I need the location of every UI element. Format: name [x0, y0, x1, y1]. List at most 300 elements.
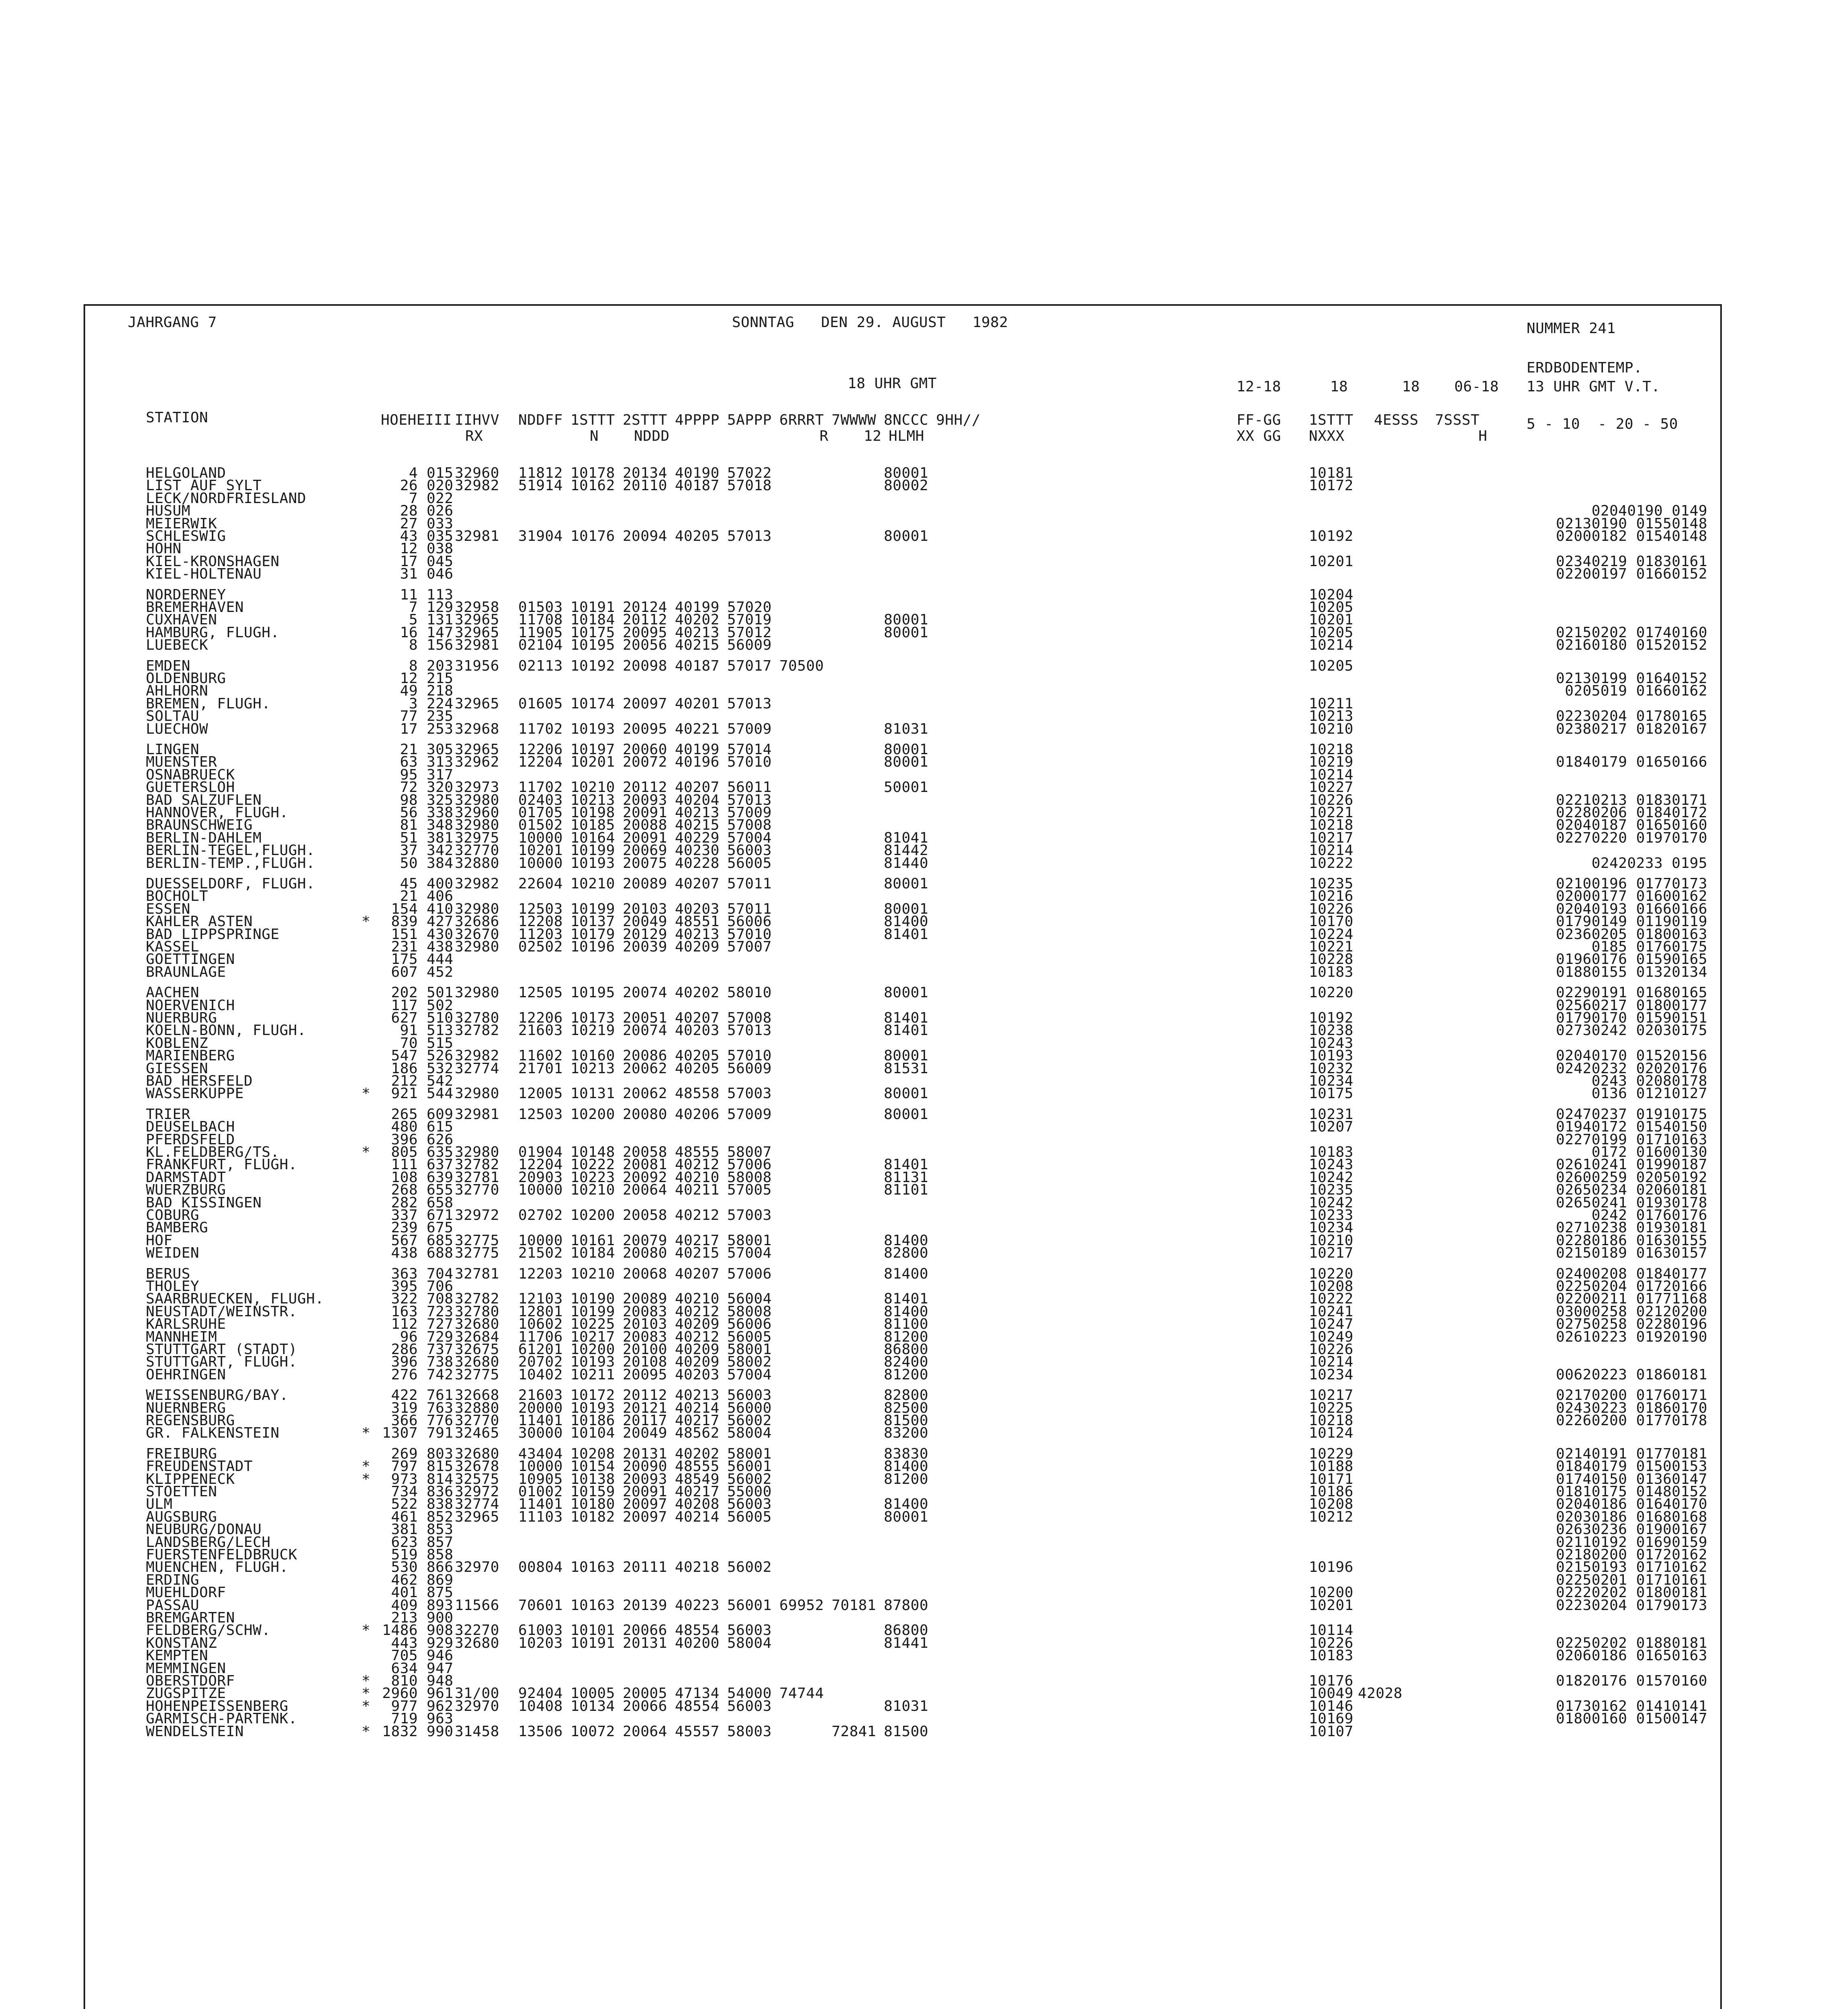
cell-w7: 72841: [832, 1723, 876, 1740]
cell-soil: 02150189 01630157: [1556, 1245, 1707, 1261]
cell-station: GOETTINGEN: [146, 951, 235, 968]
cell-p4: 40215: [675, 817, 720, 833]
cell-t18: 10233: [1309, 1207, 1353, 1223]
cell-p4: 40202: [675, 984, 720, 1001]
cell-station: FUERSTENFELDBRUCK: [146, 1547, 297, 1563]
cell-iihvv: 32960: [455, 465, 499, 481]
cell-station: BERLIN-TEMP.,FLUGH.: [146, 855, 315, 872]
cell-iii: 708: [427, 1291, 454, 1307]
cell-p4: 40209: [675, 939, 720, 955]
cell-a5: 57009: [727, 1106, 772, 1123]
cell-soil: 0172 01600130: [1591, 1144, 1707, 1160]
cell-soil: 02230204 01780165: [1556, 708, 1707, 724]
cell-s2: 20039: [623, 939, 667, 955]
cell-p4: 47134: [675, 1685, 720, 1702]
cell-nddff: 10602: [518, 1316, 563, 1332]
cell-hoehe: 462: [391, 1572, 418, 1588]
table-row: [0, 856, 1848, 872]
cell-a5: 57018: [727, 477, 772, 494]
cell-iihvv: 32774: [455, 1060, 499, 1077]
cell-soil: 02270199 01710163: [1556, 1131, 1707, 1148]
cell-soil: 02040190 0149: [1591, 503, 1707, 519]
cell-hoehe: 26: [400, 477, 418, 494]
cell-station: ZUGSPITZE: [146, 1685, 226, 1702]
cell-mark: *: [362, 1723, 371, 1740]
cell-s1: 10161: [570, 1232, 615, 1249]
cell-hoehe: 7: [409, 490, 418, 507]
cell-iihvv: 32770: [455, 1182, 499, 1198]
cell-hoehe: 154: [391, 901, 418, 917]
cell-t18: 10216: [1309, 888, 1353, 904]
cell-station: ERDING: [146, 1572, 200, 1588]
cell-t18: 10214: [1309, 637, 1353, 653]
cell-station: LINGEN: [146, 741, 200, 758]
cell-nddff: 11203: [518, 926, 563, 943]
cell-soil: 01790170 01590151: [1556, 1010, 1707, 1026]
cell-s1: 10191: [570, 1635, 615, 1651]
cell-iihvv: 32970: [455, 1698, 499, 1714]
cell-iii: 035: [427, 528, 454, 544]
cell-a5: 56009: [727, 637, 772, 653]
cell-soil: 02140191 01770181: [1556, 1446, 1707, 1462]
cell-nddff: 12503: [518, 1106, 563, 1123]
cell-hoehe: 396: [391, 1131, 418, 1148]
cell-station: NEUSTADT/WEINSTR.: [146, 1303, 297, 1320]
cell-n8: 80001: [884, 1106, 928, 1123]
table-row: [0, 1246, 1848, 1262]
cell-a5: 57010: [727, 1047, 772, 1064]
cell-n8: 86800: [884, 1622, 928, 1639]
cell-s2: 20089: [623, 876, 667, 892]
cell-soil: 02200197 01660152: [1556, 566, 1707, 582]
cell-p4: 40209: [675, 1316, 720, 1332]
cell-hoehe: 634: [391, 1660, 418, 1677]
cell-s2: 20090: [623, 1458, 667, 1475]
cell-iihvv: 32982: [455, 876, 499, 892]
col-header-station: STATION: [146, 409, 209, 426]
cell-soil: 02630236 01900167: [1556, 1521, 1707, 1538]
cell-nddff: 21701: [518, 1060, 563, 1077]
cell-n8: 81400: [884, 1303, 928, 1320]
cell-t18: 10201: [1309, 1597, 1353, 1614]
cell-a5: 56001: [727, 1458, 772, 1475]
cell-iihvv: 32686: [455, 913, 499, 930]
cell-iii: 129: [427, 599, 454, 616]
cell-hoehe: 5: [409, 612, 418, 628]
cell-iii: 763: [427, 1400, 454, 1416]
cell-iii: 235: [427, 708, 454, 724]
cell-t18: 10205: [1309, 599, 1353, 616]
cell-t18: 10188: [1309, 1458, 1353, 1475]
cell-iihvv: 32668: [455, 1387, 499, 1403]
cell-nddff: 00804: [518, 1559, 563, 1575]
cell-iii: 544: [427, 1085, 454, 1102]
cell-t18: 10107: [1309, 1723, 1353, 1740]
cell-hoehe: 443: [391, 1635, 418, 1651]
col-header-6rrrt-sub: R: [820, 428, 829, 444]
cell-iii: 218: [427, 683, 454, 699]
cell-station: BREMEN, FLUGH.: [146, 696, 271, 712]
cell-soil: 02000177 01600162: [1556, 888, 1707, 904]
cell-p4: 40207: [675, 876, 720, 892]
cell-iihvv: 32781: [455, 1169, 499, 1186]
cell-t18: 10049: [1309, 1685, 1353, 1702]
cell-t18: 10222: [1309, 1291, 1353, 1307]
cell-p4: 40217: [675, 1412, 720, 1429]
cell-n8: 50001: [884, 779, 928, 796]
cell-nddff: 70601: [518, 1597, 563, 1614]
col-header-iihvv: IIHVV: [455, 412, 499, 428]
table-row: [0, 638, 1848, 654]
cell-soil: 0185 01760175: [1591, 939, 1707, 955]
cell-soil: 01800160 01500147: [1556, 1710, 1707, 1727]
cell-soil: 01790149 01190119: [1556, 913, 1707, 930]
col-header-iihvv-sub: RX: [465, 428, 483, 444]
cell-station: KARLSRUHE: [146, 1316, 226, 1332]
cell-iii: 513: [427, 1022, 454, 1039]
cell-a5: 57006: [727, 1266, 772, 1282]
cell-iihvv: 32678: [455, 1458, 499, 1475]
cell-hoehe: 239: [391, 1219, 418, 1236]
cell-p4: 40214: [675, 1509, 720, 1525]
cell-iihvv: 32675: [455, 1341, 499, 1358]
cell-iihvv: 32980: [455, 901, 499, 917]
cell-iii: 342: [427, 842, 454, 859]
cell-soil: 02280206 01840172: [1556, 804, 1707, 821]
cell-iii: 742: [427, 1367, 454, 1383]
cell-a5: 57010: [727, 754, 772, 770]
col-header-1sttt-b: 1STTT: [1309, 412, 1353, 428]
cell-t18: 10210: [1309, 721, 1353, 737]
cell-soil: 00620223 01860181: [1556, 1367, 1707, 1383]
cell-iii: 515: [427, 1035, 454, 1052]
cell-s1: 10193: [570, 1400, 615, 1416]
cell-station: AHLHORN: [146, 683, 209, 699]
cell-nddff: 01502: [518, 817, 563, 833]
cell-nddff: 02502: [518, 939, 563, 955]
cell-station: MUEHLDORF: [146, 1584, 226, 1601]
cell-hoehe: 27: [400, 516, 418, 532]
cell-hoehe: 395: [391, 1278, 418, 1295]
cell-iii: 317: [427, 767, 454, 783]
cell-hoehe: 805: [391, 1144, 418, 1160]
cell-nddff: 10000: [518, 1232, 563, 1249]
cell-soil: 02130190 01550148: [1556, 516, 1707, 532]
cell-station: KOELN-BONN, FLUGH.: [146, 1022, 307, 1039]
cell-soil: 02610241 01990187: [1556, 1156, 1707, 1173]
cell-hoehe: 401: [391, 1584, 418, 1601]
cell-a5: 56002: [727, 1412, 772, 1429]
cell-n8: 80001: [884, 741, 928, 758]
cell-station: ULM: [146, 1496, 173, 1512]
cell-nddff: 02104: [518, 637, 563, 653]
cell-s1: 10163: [570, 1559, 615, 1575]
cell-station: OSNABRUECK: [146, 767, 235, 783]
header-06-18: 06-18: [1454, 378, 1499, 395]
cell-t18: 10211: [1309, 696, 1353, 712]
cell-iihvv: 32465: [455, 1425, 499, 1441]
cell-soil: 01810175 01480152: [1556, 1483, 1707, 1500]
cell-station: NEUBURG/DONAU: [146, 1521, 262, 1538]
cell-soil: 02430223 01860170: [1556, 1400, 1707, 1416]
cell-t18: 10146: [1309, 1698, 1353, 1714]
cell-a5: 56004: [727, 1291, 772, 1307]
col-header-2sttt: 2STTT: [623, 412, 667, 428]
col-header-1sttt-sub: N: [590, 428, 599, 444]
cell-station: FELDBERG/SCHW.: [146, 1622, 271, 1639]
cell-soil: 01820176 01570160: [1556, 1673, 1707, 1689]
cell-iihvv: 32970: [455, 1559, 499, 1575]
cell-hoehe: 63: [400, 754, 418, 770]
cell-soil: 0205019 01660162: [1565, 683, 1707, 699]
cell-station: MANNHEIM: [146, 1329, 217, 1345]
cell-soil: 02250201 01710161: [1556, 1572, 1707, 1588]
cell-s1: 10138: [570, 1471, 615, 1487]
cell-hoehe: 8: [409, 637, 418, 653]
cell-n8: 81200: [884, 1329, 928, 1345]
cell-hoehe: 265: [391, 1106, 418, 1123]
table-row: [0, 567, 1848, 583]
cell-s2: 20103: [623, 901, 667, 917]
cell-station: NORDERNEY: [146, 587, 226, 603]
cell-p4: 40205: [675, 1047, 720, 1064]
cell-a5: 57017: [727, 658, 772, 674]
cell-a5: 56005: [727, 1509, 772, 1525]
cell-iihvv: 32782: [455, 1291, 499, 1307]
col-header-5appp: 5APPP: [727, 412, 772, 428]
cell-t18: 10172: [1309, 477, 1353, 494]
cell-hoehe: 547: [391, 1047, 418, 1064]
cell-soil: 02100196 01770173: [1556, 876, 1707, 892]
cell-s2: 20139: [623, 1597, 667, 1614]
cell-a5: 58008: [727, 1303, 772, 1320]
cell-nddff: 10201: [518, 842, 563, 859]
cell-n8: 80001: [884, 624, 928, 641]
cell-a5: 56003: [727, 1387, 772, 1403]
cell-station: DARMSTADT: [146, 1169, 226, 1186]
cell-station: COBURG: [146, 1207, 200, 1223]
cell-iii: 737: [427, 1341, 454, 1358]
cell-p4: 40206: [675, 1106, 720, 1123]
cell-hoehe: 409: [391, 1597, 418, 1614]
cell-soil: 02730242 02030175: [1556, 1022, 1707, 1039]
cell-a5: 58001: [727, 1232, 772, 1249]
cell-s1: 10191: [570, 599, 615, 616]
cell-nddff: 61201: [518, 1341, 563, 1358]
cell-n8: 81401: [884, 926, 928, 943]
cell-s1: 10200: [570, 1341, 615, 1358]
cell-p4: 40212: [675, 1303, 720, 1320]
cell-iii: 156: [427, 637, 454, 653]
cell-p4: 40203: [675, 1022, 720, 1039]
cell-a5: 57011: [727, 876, 772, 892]
cell-s2: 20097: [623, 1496, 667, 1512]
cell-station: BAMBERG: [146, 1219, 209, 1236]
cell-iihvv: 32980: [455, 792, 499, 808]
cell-nddff: 12203: [518, 1266, 563, 1282]
cell-mark: *: [362, 1622, 371, 1639]
cell-a5: 57008: [727, 817, 772, 833]
cell-station: BRAUNLAGE: [146, 964, 226, 980]
cell-station: LIST AUF SYLT: [146, 477, 262, 494]
cell-station: MARIENBERG: [146, 1047, 235, 1064]
cell-hoehe: 973: [391, 1471, 418, 1487]
cell-t18: 10213: [1309, 708, 1353, 724]
cell-iii: 615: [427, 1119, 454, 1135]
cell-iii: 325: [427, 792, 454, 808]
cell-p4: 40213: [675, 1387, 720, 1403]
cell-iii: 803: [427, 1446, 454, 1462]
cell-station: HAMBURG, FLUGH.: [146, 624, 280, 641]
cell-a5: 57013: [727, 696, 772, 712]
cell-n8: 81500: [884, 1723, 928, 1740]
cell-r6: 70500: [779, 658, 824, 674]
cell-nddff: 10000: [518, 1182, 563, 1198]
cell-s2: 20097: [623, 696, 667, 712]
cell-nddff: 12505: [518, 984, 563, 1001]
col-header-7wwww: 7WWWW: [832, 412, 876, 428]
cell-r6: 74744: [779, 1685, 824, 1702]
cell-iii: 381: [427, 830, 454, 846]
cell-s2: 20112: [623, 612, 667, 628]
cell-hoehe: 522: [391, 1496, 418, 1512]
cell-a5: 56002: [727, 1471, 772, 1487]
cell-station: WEISSENBURG/BAY.: [146, 1387, 288, 1403]
cell-station: WENDELSTEIN: [146, 1723, 244, 1740]
cell-s2: 20092: [623, 1169, 667, 1186]
cell-soil: 01960176 01590165: [1556, 951, 1707, 968]
cell-station: HELGOLAND: [146, 465, 226, 481]
cell-s2: 20124: [623, 599, 667, 616]
header-time-main: 18 UHR GMT: [848, 375, 937, 392]
cell-t18: 10218: [1309, 741, 1353, 758]
cell-s2: 20093: [623, 792, 667, 808]
cell-a5: 58007: [727, 1144, 772, 1160]
cell-iihvv: 32782: [455, 1156, 499, 1173]
cell-nddff: 12204: [518, 1156, 563, 1173]
cell-p4: 40223: [675, 1597, 720, 1614]
cell-p4: 40221: [675, 721, 720, 737]
cell-soil: 02170200 01760171: [1556, 1387, 1707, 1403]
cell-iihvv: 32980: [455, 817, 499, 833]
cell-iii: 502: [427, 997, 454, 1014]
cell-p4: 40212: [675, 1207, 720, 1223]
cell-p4: 40190: [675, 465, 720, 481]
cell-iii: 675: [427, 1219, 454, 1236]
cell-nddff: 01002: [518, 1483, 563, 1500]
cell-nddff: 21603: [518, 1022, 563, 1039]
cell-p4: 40203: [675, 1367, 720, 1383]
cell-s2: 20088: [623, 817, 667, 833]
cell-s1: 10211: [570, 1367, 615, 1383]
cell-iii: 430: [427, 926, 454, 943]
cell-s1: 10182: [570, 1509, 615, 1525]
cell-soil: 02230204 01790173: [1556, 1597, 1707, 1614]
cell-t18: 10220: [1309, 984, 1353, 1001]
cell-p4: 48562: [675, 1425, 720, 1441]
cell-t18: 10192: [1309, 1010, 1353, 1026]
cell-hoehe: 705: [391, 1647, 418, 1664]
cell-hoehe: 108: [391, 1169, 418, 1186]
cell-soil: 02220202 01800181: [1556, 1584, 1707, 1601]
cell-iihvv: 32680: [455, 1635, 499, 1651]
cell-t18: 10224: [1309, 926, 1353, 943]
cell-n8: 82400: [884, 1354, 928, 1370]
cell-soil: 02270220 01970170: [1556, 830, 1707, 846]
cell-s2: 20064: [623, 1182, 667, 1198]
cell-s1: 10219: [570, 1022, 615, 1039]
cell-station: MUENSTER: [146, 754, 217, 770]
cell-n8: 82800: [884, 1245, 928, 1261]
cell-iii: 444: [427, 951, 454, 968]
cell-nddff: 31904: [518, 528, 563, 544]
cell-soil: 01730162 01410141: [1556, 1698, 1707, 1714]
cell-hoehe: 322: [391, 1291, 418, 1307]
cell-station: MUENCHEN, FLUGH.: [146, 1559, 288, 1575]
cell-nddff: 61003: [518, 1622, 563, 1639]
table-row: [0, 722, 1848, 738]
cell-station: OEHRINGEN: [146, 1367, 226, 1383]
cell-soil: 02030186 01680168: [1556, 1509, 1707, 1525]
cell-t18: 10228: [1309, 951, 1353, 968]
cell-station: STUTTGART, FLUGH.: [146, 1354, 297, 1370]
cell-station: WASSERKUPPE: [146, 1085, 244, 1102]
cell-p4: 48555: [675, 1458, 720, 1475]
cell-s2: 20080: [623, 1106, 667, 1123]
cell-a5: 57009: [727, 804, 772, 821]
cell-hoehe: 51: [400, 830, 418, 846]
cell-s1: 10137: [570, 913, 615, 930]
cell-s1: 10210: [570, 779, 615, 796]
cell-n8: 80001: [884, 612, 928, 628]
cell-n8: 81401: [884, 1010, 928, 1026]
header-18: 18: [1330, 378, 1348, 395]
cell-p4: 40211: [675, 1182, 720, 1198]
cell-s2: 20074: [623, 1022, 667, 1039]
cell-station: LUECHOW: [146, 721, 209, 737]
cell-t18: 10204: [1309, 587, 1353, 603]
cell-p4: 40210: [675, 1291, 720, 1307]
cell-nddff: 22604: [518, 876, 563, 892]
cell-s2: 20095: [623, 721, 667, 737]
cell-n8: 81101: [884, 1182, 928, 1198]
cell-t18: 10221: [1309, 804, 1353, 821]
cell-s2: 20103: [623, 1316, 667, 1332]
cell-iihvv: 32968: [455, 721, 499, 737]
cell-n8: 81031: [884, 1698, 928, 1714]
cell-soil: 02290191 01680165: [1556, 984, 1707, 1001]
cell-iii: 729: [427, 1329, 454, 1345]
cell-hoehe: 98: [400, 792, 418, 808]
cell-station: BOCHOLT: [146, 888, 209, 904]
cell-t18: 10218: [1309, 1412, 1353, 1429]
table-row: [0, 965, 1848, 981]
cell-t18: 10193: [1309, 1047, 1353, 1064]
cell-s1: 10173: [570, 1010, 615, 1026]
cell-p4: 40214: [675, 1400, 720, 1416]
cell-s2: 20098: [623, 658, 667, 674]
cell-iihvv: 32782: [455, 1022, 499, 1039]
cell-a5: 58004: [727, 1425, 772, 1441]
cell-p4: 40202: [675, 1446, 720, 1462]
cell-station: KL.FELDBERG/TS.: [146, 1144, 280, 1160]
cell-hoehe: 77: [400, 708, 418, 724]
cell-iii: 947: [427, 1660, 454, 1677]
col-header-7ssst-sub: H: [1478, 428, 1488, 444]
cell-hoehe: 282: [391, 1195, 418, 1211]
cell-iihvv: 32960: [455, 804, 499, 821]
cell-s2: 20049: [623, 913, 667, 930]
